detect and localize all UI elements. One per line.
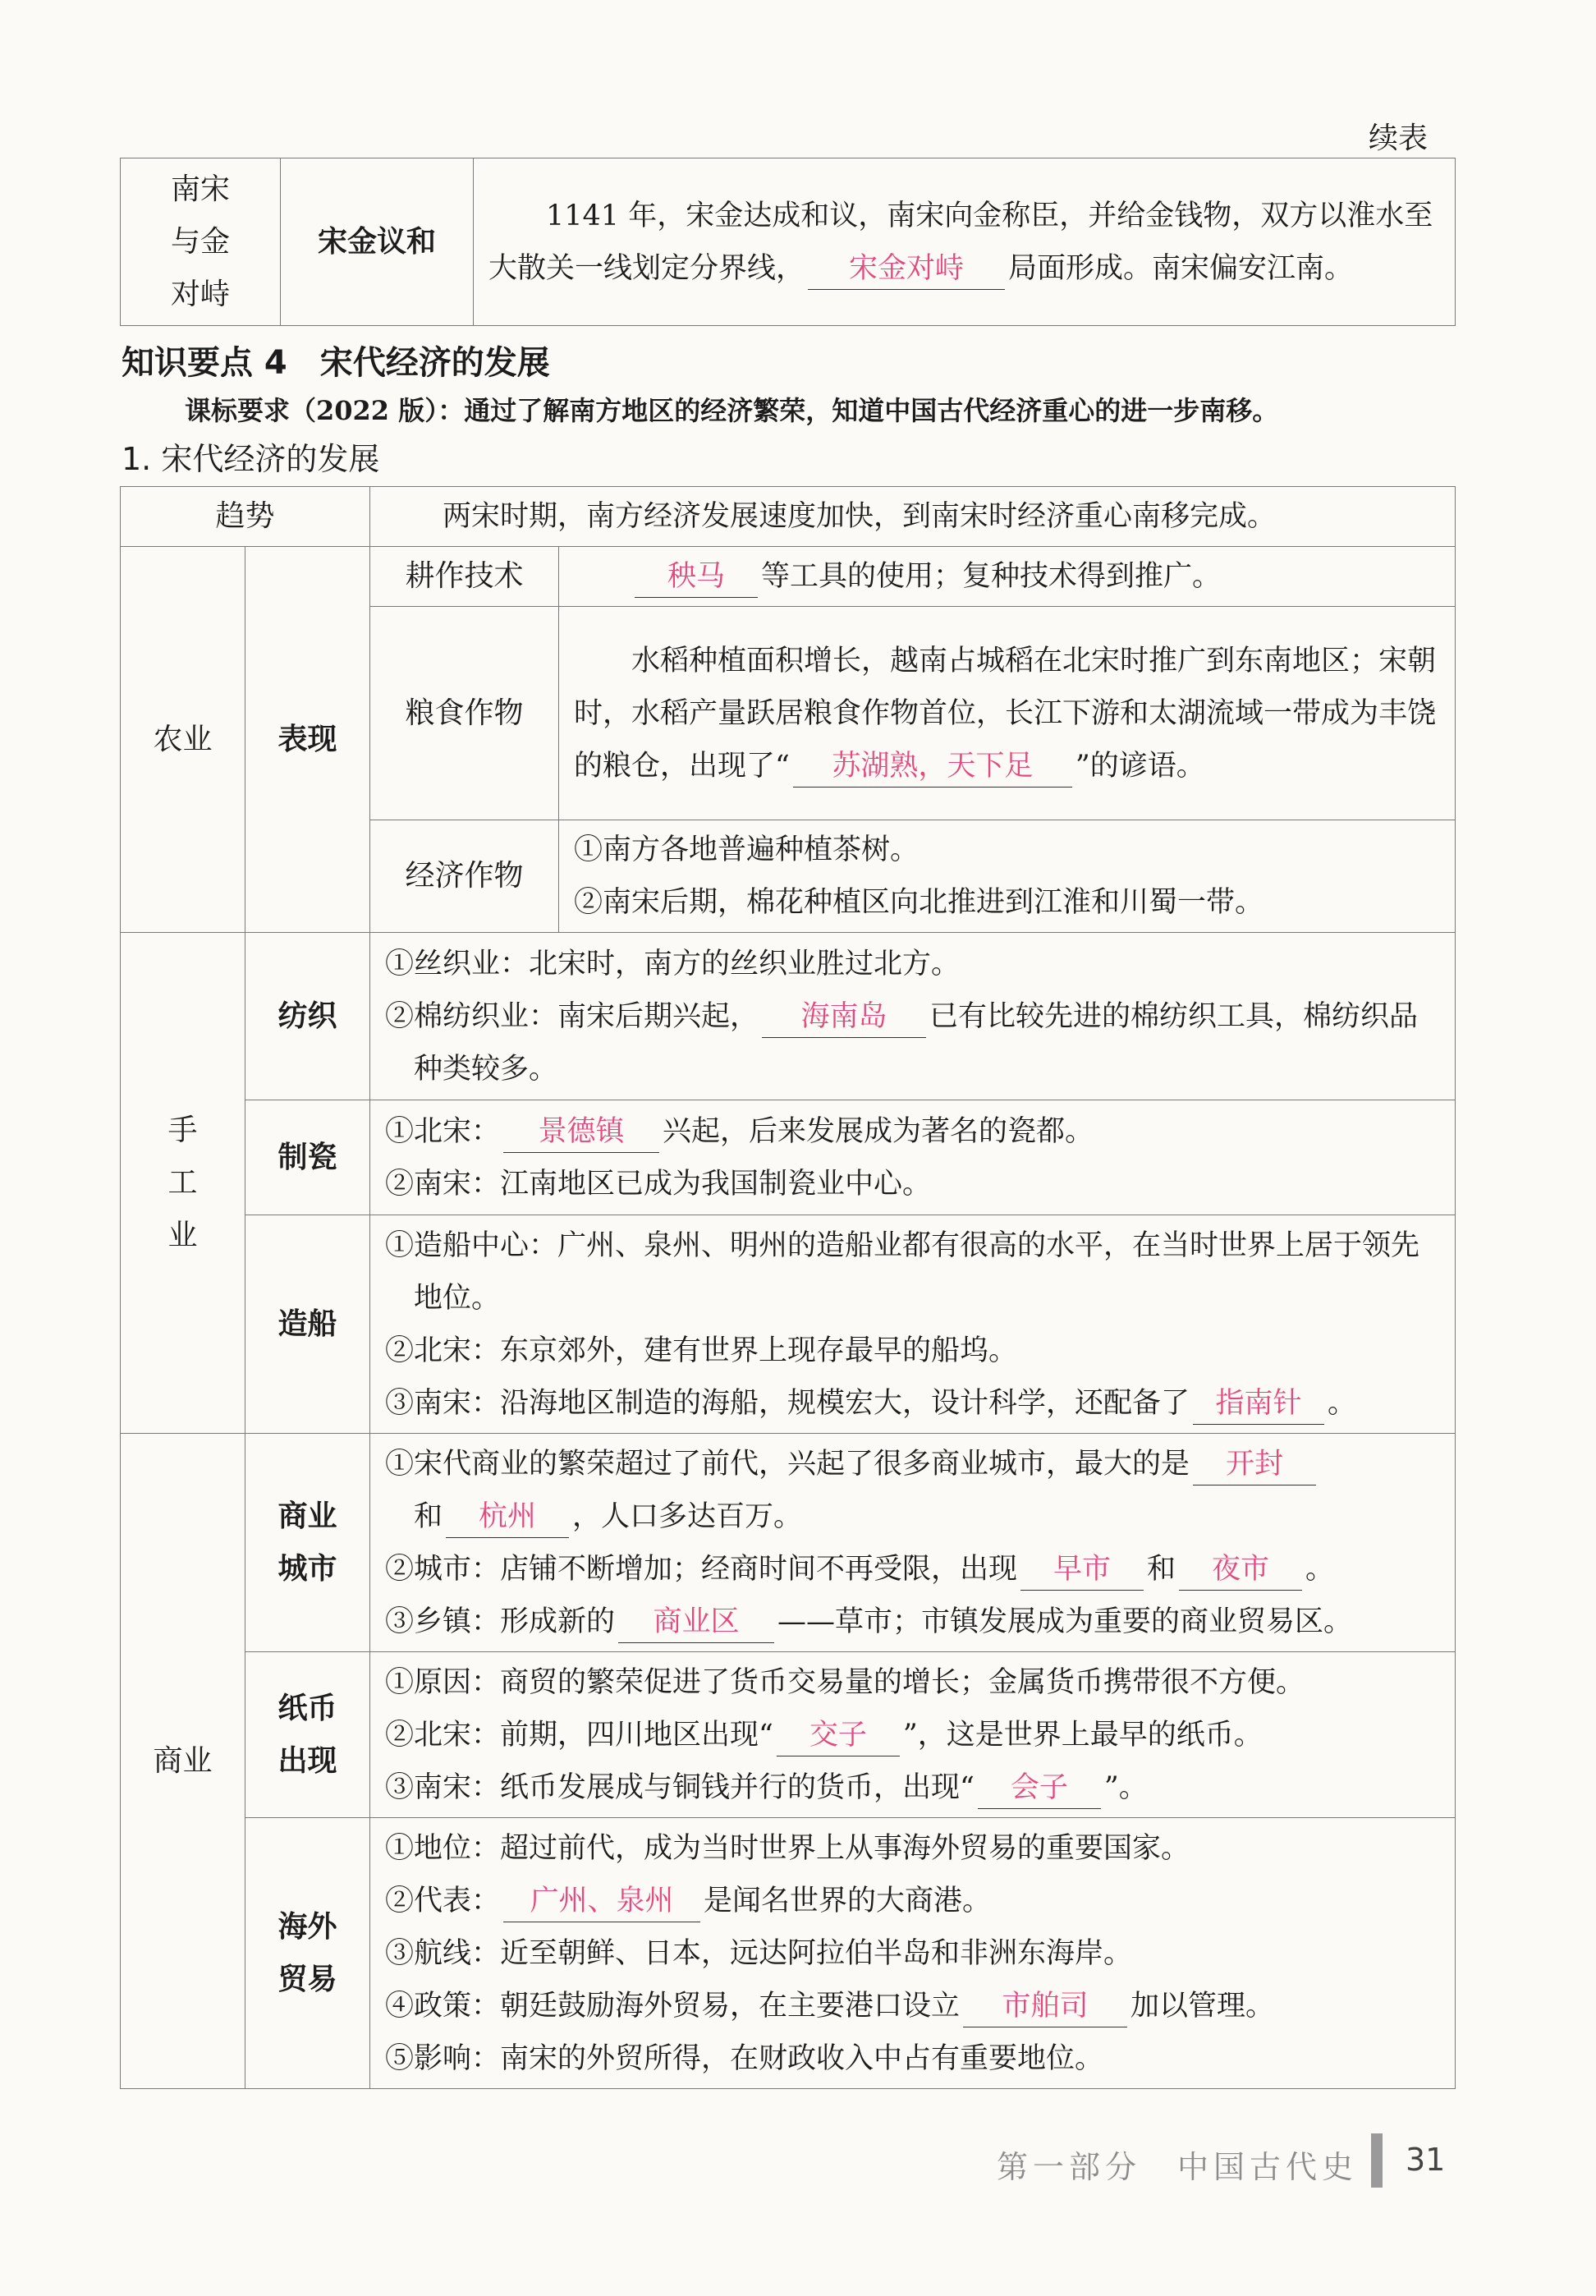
agriculture-sublabel bbox=[245, 547, 370, 933]
textile-content bbox=[370, 933, 1456, 1100]
text: 是闻名世界的大商港。 bbox=[704, 1884, 992, 1917]
answer-blank: 早市 bbox=[1020, 1549, 1144, 1591]
tillage-content bbox=[559, 547, 1456, 607]
answer-blank: 苏湖熟，天下足 bbox=[793, 746, 1072, 788]
shipbuilding-content bbox=[370, 1215, 1456, 1434]
text: ②棉纺织业：南宋后期兴起， bbox=[385, 999, 759, 1033]
text: ——草市；市镇发展成为重要的商业贸易区。 bbox=[777, 1605, 1353, 1638]
text: 水稻种植面积增长，越南占城稻在北宋时推广到东南地区；宋朝时，水稻产量跃居粮食作物首位，长江下游和太湖流域一带成为丰饶的粮仓，出现了“ bbox=[574, 644, 1437, 783]
section-title: 知识要点 4 宋代经济的发展 bbox=[122, 344, 550, 382]
answer-blank: 会子 bbox=[978, 1767, 1101, 1809]
answer-blank: 开封 bbox=[1193, 1444, 1316, 1486]
text: 已有比较先进的棉纺织工具，棉纺织品种类较多。 bbox=[414, 999, 1419, 1086]
curriculum-requirement: 课标要求（2022 版）：通过了解南方地区的经济繁荣，知道中国古代经济重心的进一步南移。 bbox=[185, 395, 1279, 426]
porcelain-content bbox=[370, 1100, 1456, 1215]
answer-blank: 广州、泉州 bbox=[503, 1880, 700, 1922]
answer-blank: 宋金对峙 bbox=[808, 248, 1005, 290]
answer-blank: 交子 bbox=[777, 1715, 900, 1756]
text: ①原因：商贸的繁荣促进了货币交易量的增长；金属货币携带很不方便。 bbox=[385, 1665, 1305, 1699]
grain-content bbox=[559, 607, 1456, 820]
topic-label: 南宋与金对峙 bbox=[170, 172, 230, 311]
overseas-trade-label bbox=[245, 1818, 370, 2089]
textile-label bbox=[245, 933, 370, 1100]
text: ②南宋后期，棉花种植区向北推进到江淮和川蜀一带。 bbox=[574, 886, 1264, 919]
text: 和 bbox=[1147, 1552, 1176, 1586]
trend-label bbox=[121, 487, 370, 547]
label: 商业 bbox=[153, 1743, 213, 1778]
text: ”，这是世界上最早的纸币。 bbox=[902, 1718, 1263, 1752]
answer-blank: 商业区 bbox=[618, 1601, 774, 1643]
paper-money-content bbox=[370, 1652, 1456, 1818]
grain-label bbox=[370, 607, 559, 820]
text: ②代表： bbox=[385, 1884, 501, 1917]
label: 纸币出现 bbox=[277, 1691, 337, 1778]
handicraft-label bbox=[121, 933, 245, 1434]
text: ③南宋：纸币发展成与铜钱并行的货币，出现“ bbox=[385, 1770, 975, 1804]
label: 制瓷 bbox=[277, 1140, 337, 1174]
subsection-title: 1. 宋代经济的发展 bbox=[122, 441, 380, 477]
topic-content bbox=[474, 158, 1456, 326]
text: ①宋代商业的繁荣超过了前代，兴起了很多商业城市，最大的是 bbox=[385, 1447, 1190, 1481]
text: ①造船中心：广州、泉州、明州的造船业都有很高的水平，在当时世界上居于领先地位。 bbox=[385, 1228, 1420, 1315]
footer-part-title: 第一部分 中国古代史 bbox=[996, 2149, 1358, 2185]
text: 兴起，后来发展成为著名的瓷都。 bbox=[663, 1114, 1094, 1148]
label: 纺织 bbox=[277, 999, 337, 1033]
text: ③南宋：沿海地区制造的海船，规模宏大，设计科学，还配备了 bbox=[385, 1386, 1190, 1420]
answer-blank: 指南针 bbox=[1193, 1383, 1324, 1425]
label-char: 手 bbox=[167, 1113, 198, 1147]
label: 耕作技术 bbox=[405, 559, 524, 593]
text: ”的谚语。 bbox=[1075, 749, 1205, 783]
text: ④政策：朝廷鼓励海外贸易，在主要港口设立 bbox=[385, 1989, 961, 2023]
text: 和 bbox=[414, 1499, 443, 1533]
trend-content: 两宋时期，南方经济发展速度加快，到南宋时经济重心南移完成。 bbox=[370, 487, 1456, 547]
text: ①地位：超过前代，成为当时世界上从事海外贸易的重要国家。 bbox=[385, 1831, 1190, 1865]
text: ②北宋：东京郊外，建有世界上现存最早的船坞。 bbox=[385, 1334, 1018, 1367]
label: 农业 bbox=[153, 722, 213, 756]
text: 加以管理。 bbox=[1130, 1989, 1275, 2023]
answer-blank: 夜市 bbox=[1179, 1549, 1302, 1591]
answer-blank: 秧马 bbox=[635, 556, 758, 598]
paper-money-label bbox=[245, 1652, 370, 1818]
shipbuilding-label bbox=[245, 1215, 370, 1434]
text: 等工具的使用；复种技术得到推广。 bbox=[761, 560, 1222, 593]
label-char: 工 bbox=[167, 1165, 198, 1200]
porcelain-label bbox=[245, 1100, 370, 1215]
answer-blank: 市舶司 bbox=[963, 1986, 1127, 2027]
continued-label: 续表 bbox=[1368, 122, 1428, 155]
text: 。 bbox=[1328, 1386, 1357, 1420]
text: 局面形成。南宋偏安江南。 bbox=[1008, 251, 1354, 285]
text: 1141 年，宋金达成和议，南宋向金称臣，并给金钱物，双方以淮水至大散关一线划定分界线， bbox=[488, 199, 1433, 285]
text: 。 bbox=[1305, 1552, 1335, 1586]
text: ⑤影响：南宋的外贸所得，在财政收入中占有重要地位。 bbox=[385, 2041, 1104, 2075]
text: ③乡镇：形成新的 bbox=[385, 1605, 616, 1638]
label: 商业城市 bbox=[277, 1499, 337, 1586]
subtopic-label: 宋金议和 bbox=[317, 224, 436, 259]
cities-content bbox=[370, 1434, 1456, 1652]
cash-crop-label bbox=[370, 820, 559, 933]
text: ②北宋：前期，四川地区出现“ bbox=[385, 1718, 773, 1752]
text: ，人口多达百万。 bbox=[572, 1499, 803, 1533]
text: ”。 bbox=[1103, 1770, 1148, 1804]
topic-cell bbox=[121, 158, 281, 326]
cash-crop-content bbox=[559, 820, 1456, 933]
text: ③航线：近至朝鲜、日本，远达阿拉伯半岛和非洲东海岸。 bbox=[385, 1936, 1133, 1970]
text: ②南宋：江南地区已成为我国制瓷业中心。 bbox=[385, 1167, 932, 1201]
text: ②城市：店铺不断增加；经商时间不再受限，出现 bbox=[385, 1552, 1018, 1586]
label: 粮食作物 bbox=[405, 696, 524, 730]
footer-divider bbox=[1371, 2133, 1383, 2188]
page-number: 31 bbox=[1406, 2142, 1446, 2178]
tillage-label bbox=[370, 547, 559, 607]
label: 趋势 bbox=[215, 499, 275, 533]
economy-table bbox=[120, 486, 1456, 2089]
answer-blank: 景德镇 bbox=[503, 1111, 659, 1153]
agriculture-label bbox=[121, 547, 245, 933]
label: 经济作物 bbox=[405, 859, 524, 893]
overseas-trade-content bbox=[370, 1818, 1456, 2089]
top-table bbox=[120, 158, 1456, 326]
answer-blank: 海南岛 bbox=[762, 996, 926, 1038]
label-char: 业 bbox=[167, 1218, 198, 1252]
label: 造船 bbox=[277, 1306, 337, 1341]
commerce-label bbox=[121, 1434, 245, 2089]
answer-blank: 杭州 bbox=[446, 1496, 569, 1538]
subtopic-cell bbox=[281, 158, 474, 326]
text: ①丝织业：北宋时，南方的丝织业胜过北方。 bbox=[385, 947, 961, 980]
text: ①南方各地普遍种植茶树。 bbox=[574, 833, 920, 866]
label: 表现 bbox=[277, 722, 337, 756]
label: 海外贸易 bbox=[277, 1909, 337, 1996]
text: ①北宋： bbox=[385, 1114, 501, 1148]
cities-label bbox=[245, 1434, 370, 1652]
